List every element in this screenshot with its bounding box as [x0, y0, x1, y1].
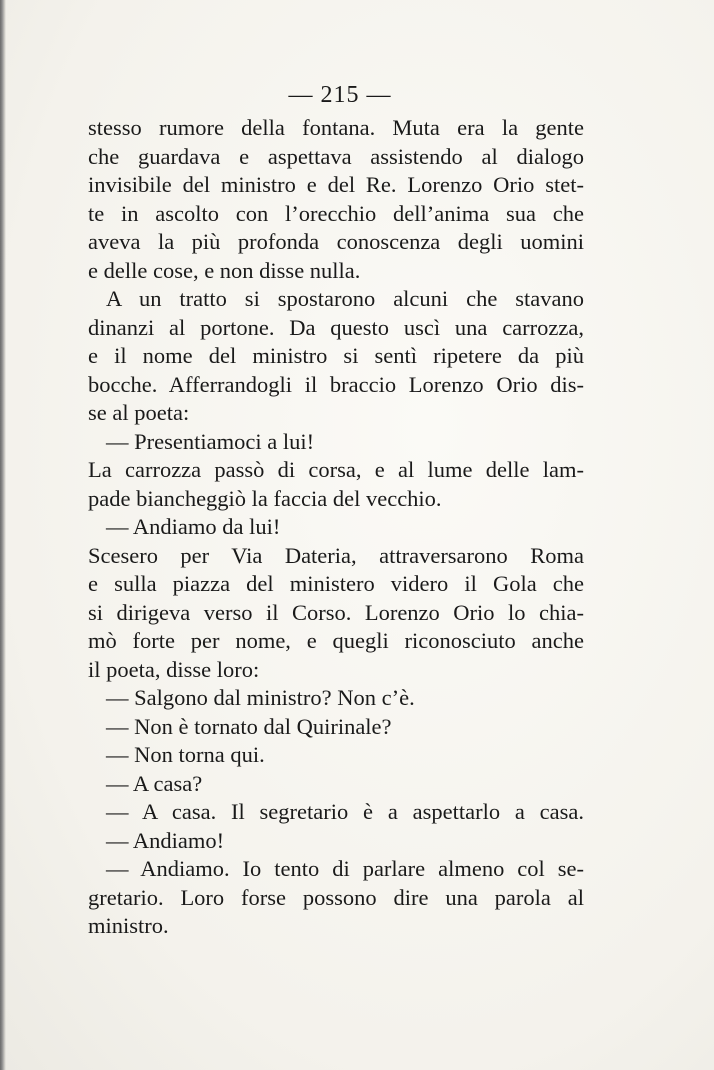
text-line: e il nome del ministro si sentì ripetere da più — [88, 343, 584, 368]
text-line: mò forte per nome, e quegli riconosciuto anche — [88, 628, 584, 653]
text-line: — Andiamo da lui! — [106, 514, 281, 539]
text-line: dinanzi al portone. Da questo uscì una carrozza, — [88, 314, 584, 340]
text-line: — Andiamo. Io tento di parlare almeno col se- — [106, 856, 584, 881]
text-line: La carrozza passò di corsa, e al lume delle lam- — [88, 457, 584, 482]
text-line: — A casa? — [106, 770, 203, 796]
page-number: — 215 — — [288, 82, 392, 108]
text-line: se al poeta: — [88, 400, 190, 425]
text-line: stesso rumore della fontana. Muta era la gente — [88, 115, 584, 140]
text-line: — Andiamo! — [106, 827, 225, 853]
text-line: A un tratto si spostarono alcuni che stavano — [106, 286, 584, 311]
text-line: che guardava e aspettava assistendo al dialogo — [88, 143, 584, 169]
text-line: ministro. — [88, 913, 169, 938]
text-line: pade biancheggiò la faccia del vecchio. — [88, 485, 442, 511]
text-line: — Presentiamoci a lui! — [106, 428, 315, 454]
text-line: Scesero per Via Dateria, attraversarono Roma — [88, 542, 584, 568]
text-line: te in ascolto con l’orecchio dell’anima sua che — [88, 200, 584, 226]
text-line: gretario. Loro forse possono dire una parola al — [88, 884, 584, 910]
text-line: aveva la più profonda conoscenza degli uomini — [88, 229, 584, 254]
text-line: bocche. Afferrandogli il braccio Lorenzo Orio dis- — [88, 371, 584, 397]
text-line: si dirigeva verso il Corso. Lorenzo Orio lo chia- — [88, 599, 584, 625]
text-line: invisibile del ministro e del Re. Lorenzo Orio stet- — [88, 172, 584, 197]
text-line: e delle cose, e non disse nulla. — [88, 257, 361, 283]
text-line: — Non è tornato dal Quirinale? — [106, 713, 392, 739]
body-text — [88, 114, 584, 941]
text-line: — A casa. Il segretario è a aspettarlo a casa. — [106, 799, 584, 824]
page-binding-edge — [0, 0, 6, 1070]
text-line: il poeta, disse loro: — [88, 656, 260, 682]
text-line: — Non torna qui. — [106, 742, 265, 767]
text-line: — Salgono dal ministro? Non c’è. — [106, 685, 415, 710]
text-line: e sulla piazza del ministero videro il Gola che — [88, 571, 584, 596]
